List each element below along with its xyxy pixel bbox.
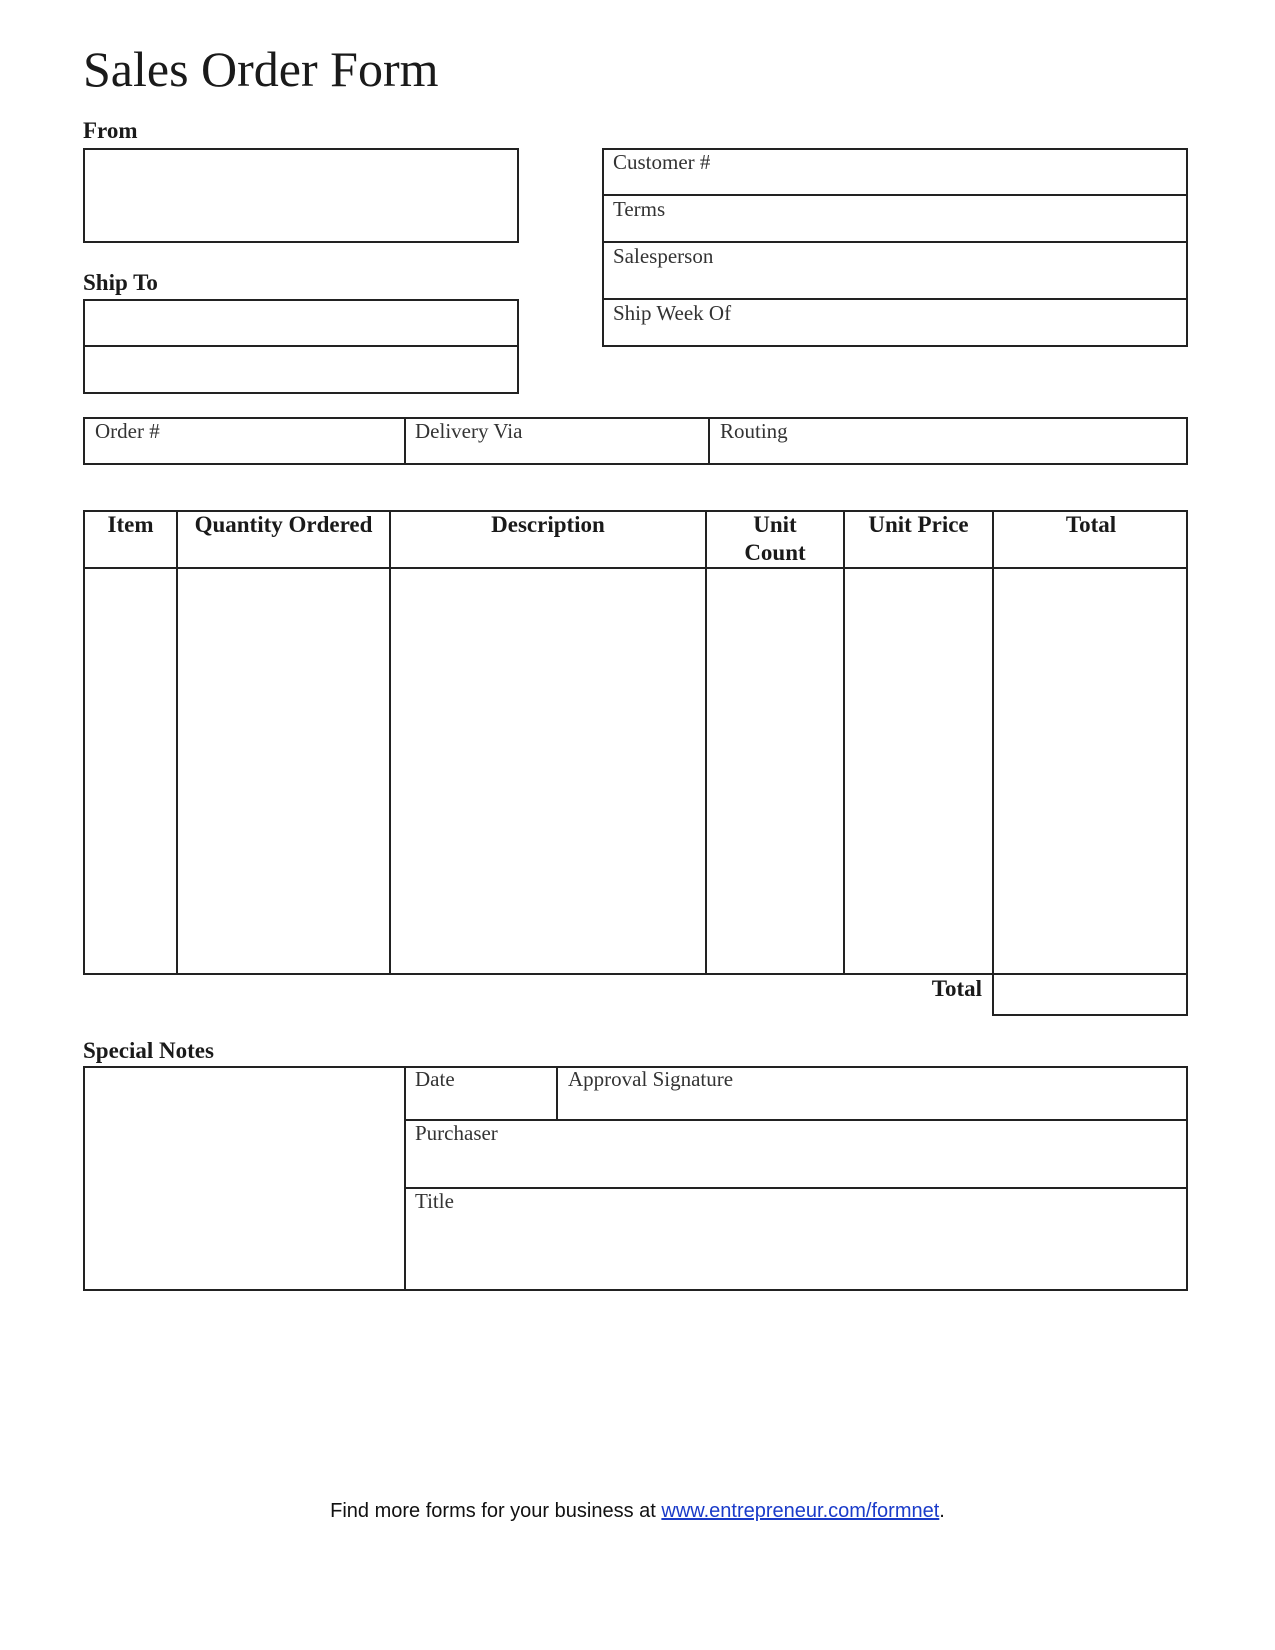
routing-field[interactable]: Routing <box>720 419 788 443</box>
title-field[interactable]: Title <box>415 1189 454 1213</box>
table-column-divider <box>389 510 391 975</box>
order-row-divider <box>708 417 710 465</box>
page-title: Sales Order Form <box>83 41 439 97</box>
column-header-total: Total <box>1065 512 1117 537</box>
footer-end: . <box>939 1500 945 1522</box>
approval-divider <box>404 1119 1188 1121</box>
from-field[interactable] <box>83 148 519 243</box>
column-header-unit-count-line1: Unit <box>753 512 797 537</box>
table-column-divider <box>705 510 707 975</box>
column-header-quantity-ordered: Quantity Ordered <box>194 512 373 537</box>
order-number-field[interactable]: Order # <box>95 419 160 443</box>
grand-total-label: Total <box>931 976 982 1001</box>
order-row-divider <box>404 417 406 465</box>
table-header-divider <box>83 567 1188 569</box>
customer-number-field[interactable]: Customer # <box>613 150 711 174</box>
items-table <box>83 510 1188 975</box>
date-field[interactable]: Date <box>415 1067 455 1091</box>
column-header-unit-count-line2: Count <box>744 540 806 565</box>
terms-field[interactable]: Terms <box>613 197 666 221</box>
approval-signature-field[interactable]: Approval Signature <box>568 1067 734 1091</box>
ship-week-of-field[interactable]: Ship Week Of <box>613 301 732 325</box>
special-notes-label: Special Notes <box>83 1038 214 1063</box>
customer-info-divider <box>602 241 1188 243</box>
notes-divider <box>404 1066 406 1291</box>
formnet-link[interactable]: www.entrepreneur.com/formnet <box>661 1500 940 1522</box>
customer-info-divider <box>602 298 1188 300</box>
column-header-unit-count <box>707 511 843 567</box>
purchaser-field[interactable]: Purchaser <box>415 1121 498 1145</box>
special-notes-box[interactable] <box>83 1066 1188 1291</box>
table-column-divider <box>992 510 994 975</box>
date-signature-divider <box>556 1066 558 1120</box>
salesperson-field[interactable]: Salesperson <box>613 244 714 268</box>
table-column-divider <box>176 510 178 975</box>
column-header-unit-price: Unit Price <box>868 512 969 537</box>
customer-info-divider <box>602 194 1188 196</box>
from-label: From <box>83 118 138 143</box>
footer <box>0 1500 1275 1523</box>
delivery-via-field[interactable]: Delivery Via <box>415 419 523 443</box>
footer-text: Find more forms for your business at <box>330 1500 662 1522</box>
column-header-description: Description <box>491 512 605 537</box>
table-column-divider <box>843 510 845 975</box>
grand-total-field[interactable] <box>992 973 1188 1016</box>
order-row-box <box>83 417 1188 465</box>
ship-to-divider <box>83 345 519 347</box>
ship-to-label: Ship To <box>83 270 158 295</box>
column-header-item: Item <box>107 512 154 537</box>
approval-divider <box>404 1187 1188 1189</box>
